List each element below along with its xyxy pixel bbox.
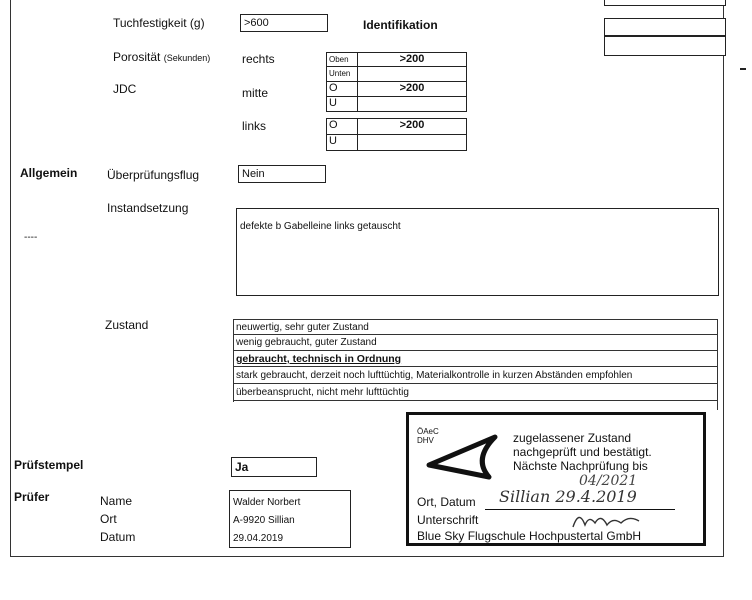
top-right-box-2 bbox=[604, 18, 726, 36]
zustand-left-border bbox=[233, 319, 234, 402]
stamp-ort-datum-value: Sillian 29.4.2019 bbox=[499, 487, 637, 506]
stamp-unterschrift-label: Unterschrift bbox=[417, 513, 479, 527]
top-right-box-1 bbox=[604, 0, 726, 6]
grid-cell-mitte-o: O bbox=[326, 81, 358, 97]
position-rechts: rechts bbox=[242, 52, 275, 66]
corner-mark bbox=[740, 68, 746, 74]
approval-stamp bbox=[406, 412, 706, 546]
stamp-logo-text-1: ÖAeC bbox=[417, 427, 439, 436]
top-right-box-3 bbox=[604, 36, 726, 56]
tuchfestigkeit-label: Tuchfestigkeit (g) bbox=[113, 16, 205, 30]
grid-cell-links-u: U bbox=[326, 134, 358, 151]
pruefer-datum-value[interactable]: 29.04.2019 bbox=[233, 533, 284, 544]
grid-cell-oben: Oben bbox=[326, 52, 358, 67]
porositaet-unit: (Sekunden) bbox=[163, 53, 211, 63]
ueberpruefungsflug-field[interactable] bbox=[238, 165, 326, 183]
grid-value-mitte-o[interactable]: >200 bbox=[357, 81, 467, 97]
zustand-option[interactable]: überbeansprucht, nicht mehr lufttüchtig bbox=[234, 385, 718, 401]
pruefstempel-label: Prüfstempel bbox=[14, 458, 84, 472]
porositaet-label bbox=[113, 50, 210, 64]
dash-placeholder: ---- bbox=[24, 232, 38, 243]
ueberpruefungsflug-value: Nein bbox=[242, 168, 265, 180]
pruefer-name-value[interactable]: Walder Norbert bbox=[233, 497, 301, 508]
jdc-label: JDC bbox=[113, 82, 137, 96]
position-links: links bbox=[242, 119, 267, 133]
grid-value-rechts-oben[interactable]: >200 bbox=[357, 52, 467, 67]
stamp-line-1: zugelassener Zustand bbox=[513, 431, 632, 445]
instandsetzung-value: defekte b Gabelleine links getauscht bbox=[240, 221, 401, 232]
grid-cell-links-o: O bbox=[326, 118, 358, 135]
porosity-grid bbox=[326, 52, 467, 152]
grid-value-links-o[interactable]: >200 bbox=[357, 118, 467, 135]
instandsetzung-field[interactable] bbox=[236, 208, 719, 296]
zustand-label: Zustand bbox=[105, 318, 149, 332]
zustand-option[interactable]: stark gebraucht, derzeit noch lufttüchtig, Materialkontrolle in kurzen Abständen empfohlen bbox=[234, 368, 718, 384]
pruefer-label: Prüfer bbox=[14, 490, 50, 504]
pruefstempel-field[interactable] bbox=[231, 457, 317, 477]
stamp-line-3: Nächste Nachprüfung bis bbox=[513, 459, 648, 473]
identifikation-label: Identifikation bbox=[363, 18, 438, 32]
porositaet-text: Porosität bbox=[113, 50, 161, 64]
instandsetzung-label: Instandsetzung bbox=[107, 201, 189, 215]
tuchfestigkeit-field[interactable] bbox=[240, 14, 328, 32]
glider-logo-icon bbox=[423, 431, 503, 481]
grid-cell-unten: Unten bbox=[326, 66, 358, 82]
pruefer-ort-label: Ort bbox=[100, 512, 117, 526]
grid-value-mitte-u[interactable] bbox=[357, 96, 467, 112]
ueberpruefungsflug-label: Überprüfungsflug bbox=[107, 168, 200, 182]
pruefstempel-value: Ja bbox=[235, 460, 249, 474]
stamp-line-2: nachgeprüft und bestätigt. bbox=[513, 445, 652, 459]
position-mitte: mitte bbox=[242, 86, 269, 100]
zustand-option-selected[interactable]: gebraucht, technisch in Ordnung bbox=[234, 351, 718, 367]
tuchfestigkeit-value: >600 bbox=[244, 17, 269, 29]
pruefer-details-box bbox=[229, 490, 351, 548]
pruefer-name-label: Name bbox=[100, 494, 133, 508]
pruefer-ort-value[interactable]: A-9920 Sillian bbox=[233, 515, 295, 526]
stamp-company: Blue Sky Flugschule Hochpustertal GmbH bbox=[417, 529, 642, 543]
allgemein-section-label: Allgemein bbox=[20, 166, 78, 180]
zustand-right-border bbox=[717, 319, 718, 410]
pruefer-datum-label: Datum bbox=[100, 530, 136, 544]
zustand-option[interactable]: neuwertig, sehr guter Zustand bbox=[234, 319, 718, 335]
zustand-option[interactable]: wenig gebraucht, guter Zustand bbox=[234, 335, 718, 351]
stamp-ort-datum-label: Ort, Datum bbox=[417, 495, 476, 509]
grid-value-rechts-unten[interactable] bbox=[357, 66, 467, 82]
stamp-next-check: 04/2021 bbox=[579, 473, 638, 489]
grid-cell-mitte-u: U bbox=[326, 96, 358, 112]
grid-value-links-u[interactable] bbox=[357, 134, 467, 151]
stamp-logo-text-2: DHV bbox=[417, 436, 434, 445]
